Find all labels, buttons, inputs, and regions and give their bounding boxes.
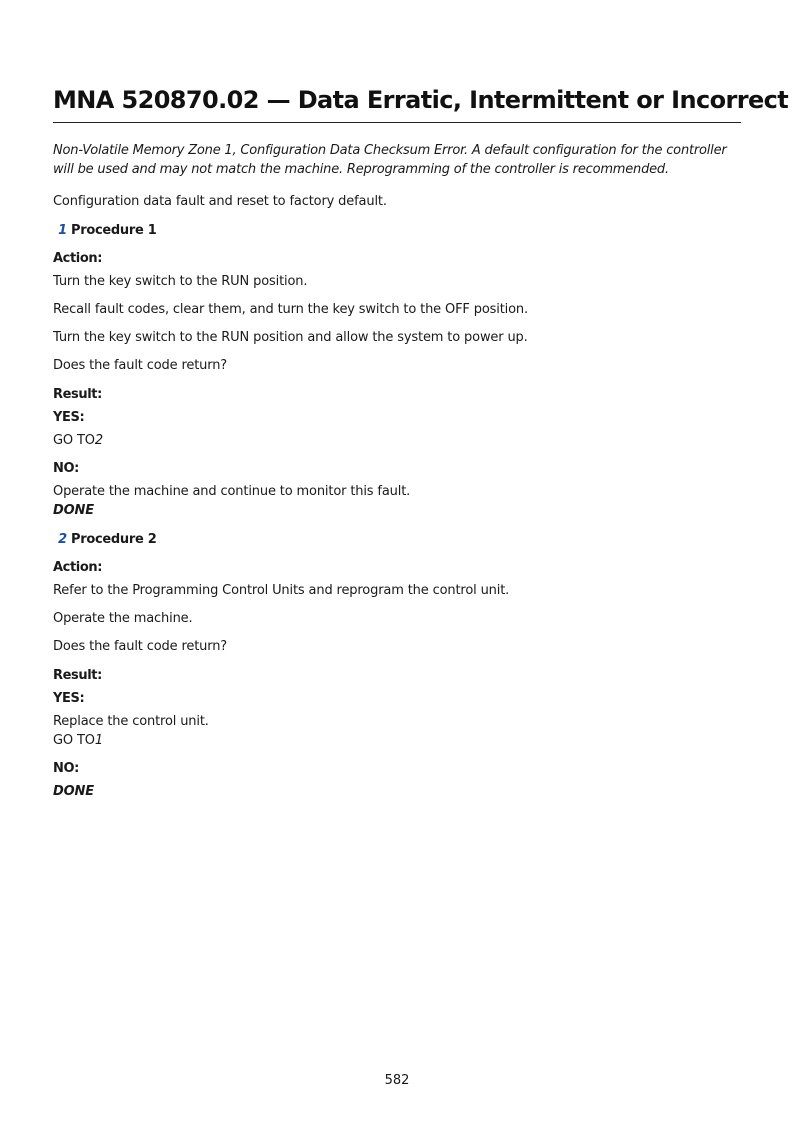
step-1-action-label: Action: [53, 251, 103, 266]
step-1-action-line-1: Turn the key switch to the RUN position. [53, 274, 308, 289]
fault-summary: Configuration data fault and reset to factory default. [53, 194, 387, 209]
step-2-action-line-3: Does the fault code return? [53, 639, 228, 654]
step-1-yes-goto[interactable] [53, 432, 103, 450]
step-2-done: DONE [53, 784, 95, 799]
step-2-yes-label: YES: [53, 691, 85, 706]
step-1-action-line-3: Turn the key switch to the RUN position and allow the system to power up. [53, 330, 528, 345]
step-1-heading [53, 222, 156, 240]
fault-description: Non-Volatile Memory Zone 1, Configuration Data Checksum Error. A default configuration for the controller will be used and may not match the machine. Reprogramming of the controller is recommended. [53, 143, 727, 177]
step-2-result-label: Result: [53, 668, 102, 683]
step-2-title: Procedure 2 [71, 532, 157, 547]
step-2-no-label: NO: [53, 761, 79, 776]
step-2-yes-goto[interactable] [53, 732, 103, 750]
step-1-action-line-4: Does the fault code return? [53, 358, 228, 373]
step-1-result-label: Result: [53, 387, 102, 402]
step-2-action-label: Action: [53, 560, 103, 575]
step-1-action-line-2: Recall fault codes, clear them, and turn the key switch to the OFF position. [53, 302, 528, 317]
step-1-title: Procedure 1 [71, 223, 157, 238]
goto-text: GO TO [53, 433, 95, 448]
step-1-yes-label: YES: [53, 410, 85, 425]
step-1-done: DONE [53, 503, 95, 518]
goto-step-link[interactable]: 1 [94, 733, 103, 748]
step-1-number: 1 [58, 223, 67, 238]
goto-text: GO TO [53, 733, 95, 748]
goto-step-link[interactable]: 2 [94, 433, 103, 448]
title-divider [53, 122, 741, 123]
step-2-number: 2 [58, 532, 67, 547]
step-1-no-label: NO: [53, 461, 79, 476]
step-2-yes-text: Replace the control unit. [53, 714, 209, 729]
page-number: 582 [384, 1073, 410, 1088]
step-2-action-line-1: Refer to the Programming Control Units and reprogram the control unit. [53, 583, 510, 598]
page-title: MNA 520870.02 — Data Erratic, Intermittent or Incorrect [53, 86, 789, 114]
step-2-action-line-2: Operate the machine. [53, 611, 193, 626]
step-1-no-text: Operate the machine and continue to monitor this fault. [53, 484, 411, 499]
step-2-heading [53, 531, 156, 549]
